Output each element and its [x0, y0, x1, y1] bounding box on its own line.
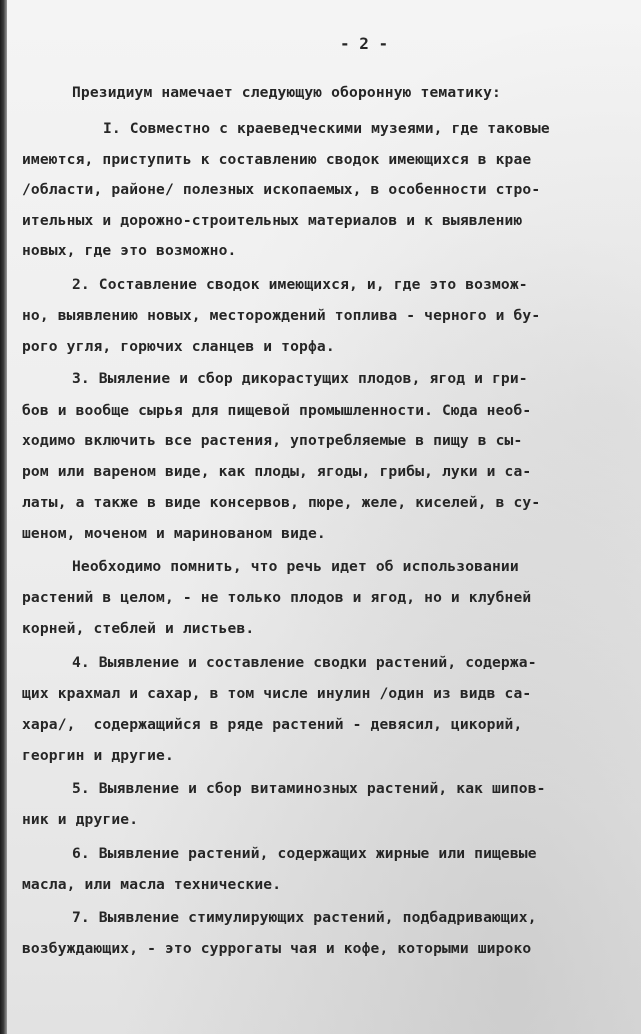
text-line: ходимо включить все растения, употребляемые в пищу в сы- — [22, 432, 523, 449]
text-line: ром или вареном виде, как плоды, ягоды, грибы, луки и са- — [22, 463, 532, 480]
text-line: 7. Выявление стимулирующих растений, подбадривающих, — [72, 909, 537, 926]
page-number: - 2 - — [340, 34, 389, 53]
text-line: /области, районе/ полезных ископаемых, в особенности стро- — [22, 181, 541, 198]
text-line: латы, а также в виде консервов, пюре, желе, киселей, в су- — [22, 494, 541, 511]
text-line: георгин и другие. — [22, 747, 174, 764]
text-line: новых, где это возможно. — [22, 242, 237, 259]
scan-edge — [0, 0, 7, 1034]
text-line: 5. Выявление и сбор витаминозных растений, как шипов- — [72, 780, 546, 797]
text-line: имеются, приступить к составлению сводок имеющихся в крае — [22, 151, 532, 168]
text-line: бов и вообще сырья для пищевой промышленности. Сюда необ- — [22, 402, 532, 419]
text-line: ник и другие. — [22, 811, 139, 828]
text-line: хара/, содержащийся в ряде растений - девясил, цикорий, — [22, 716, 523, 733]
text-line: растений в целом, - не только плодов и ягод, но и клубней — [22, 589, 532, 606]
text-line: Необходимо помнить, что речь идет об использовании — [72, 558, 519, 575]
text-line: 3. Выяление и сбор дикорастущих плодов, ягод и гри- — [72, 370, 528, 387]
text-line: I. Совместно с краеведческими музеями, где таковые — [103, 120, 550, 137]
text-line: ительных и дорожно-строительных материалов и к выявлению — [22, 212, 523, 229]
text-line: корней, стеблей и листьев. — [22, 620, 255, 637]
text-line: масла, или масла технические. — [22, 876, 282, 893]
text-line: рого угля, горючих сланцев и торфа. — [22, 338, 335, 355]
text-line: Президиум намечает следующую оборонную тематику: — [72, 84, 501, 101]
text-line: шеном, моченом и маринованом виде. — [22, 525, 326, 542]
text-line: но, выявлению новых, месторождений топлива - черного и бу- — [22, 307, 541, 324]
text-line: возбуждающих, - это суррогаты чая и кофе, которыми широко — [22, 940, 532, 957]
text-line: 4. Выявление и составление сводки растений, содержа- — [72, 654, 537, 671]
text-line: 6. Выявление растений, содержащих жирные или пищевые — [72, 845, 537, 862]
text-line: 2. Составление сводок имеющихся, и, где это возмож- — [72, 276, 528, 293]
text-line: щих крахмал и сахар, в том числе инулин /один из видв са- — [22, 685, 532, 702]
